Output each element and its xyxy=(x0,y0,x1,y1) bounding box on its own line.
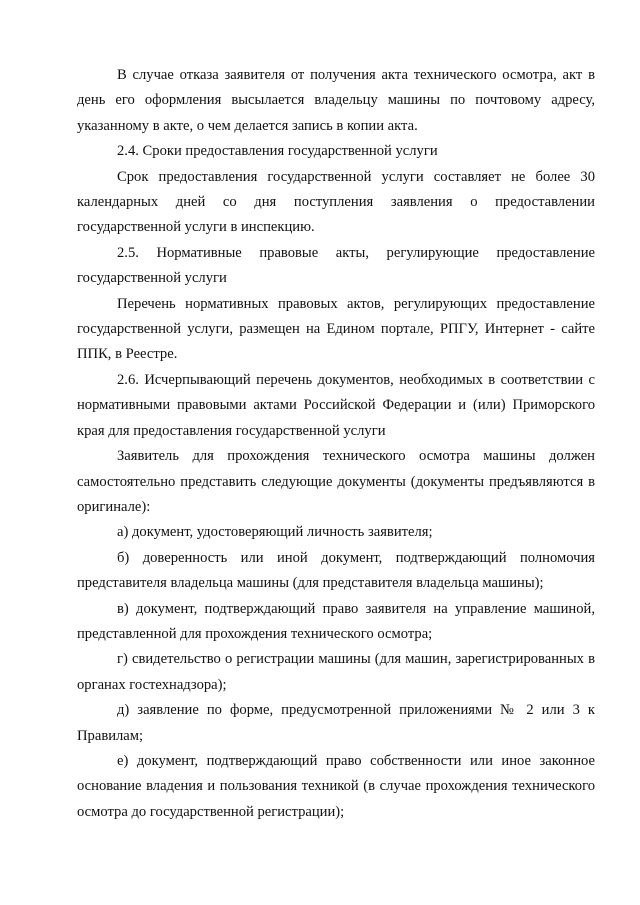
section-heading-2-5: 2.5. Нормативные правовые акты, регулирующие предоставление государственной услуги xyxy=(77,244,595,287)
section-heading-2-6: 2.6. Исчерпывающий перечень документов, необходимых в соответствии с нормативными правовыми актами Российской Федерации и (или) Приморского края для предоставления государственной услуги xyxy=(77,371,595,439)
paragraph-service-term: Срок предоставления государственной услуги составляет не более 30 календарных дней со дня поступления заявления о предоставлении государственной услуги в инспекцию. xyxy=(77,168,595,236)
paragraph-inspection-refusal: В случае отказа заявителя от получения акта технического осмотра, акт в день его оформления высылается владельцу машины по почтовому адресу, указанному в акте, о чем делается запись в копии акта. xyxy=(77,67,595,134)
list-item-b: б) доверенность или иной документ, подтверждающий полномочия представителя владельца машины (для представителя владельца машины); xyxy=(77,549,595,592)
paragraph-required-documents: Заявитель для прохождения технического осмотра машины должен самостоятельно представить следующие документы (документы предъявляются в оригинале): xyxy=(77,448,595,515)
section-heading-2-4: 2.4. Сроки предоставления государственной услуги xyxy=(117,143,438,160)
list-item-g: г) свидетельство о регистрации машины (для машин, зарегистрированных в органах гостехнадзора); xyxy=(77,651,595,693)
list-item-d: д) заявление по форме, предусмотренной приложениями № 2 или 3 к Правилам; xyxy=(77,702,595,744)
list-item-e: е) документ, подтверждающий право собственности или иное законное основание владения и пользования техникой (в случае прохождения технического осмотра до государственной регистрации); xyxy=(77,752,595,820)
document-body xyxy=(77,63,595,825)
list-item-a: а) документ, удостоверяющий личность заявителя; xyxy=(117,524,433,541)
list-item-v: в) документ, подтверждающий право заявителя на управление машиной, представленной для прохождения технического осмотра; xyxy=(77,600,595,642)
paragraph-legal-acts-list: Перечень нормативных правовых актов, регулирующих предоставление государственной услуги, размещен на Едином портале, РПГУ, Интернет - сайте ППК, в Реестре. xyxy=(77,295,595,363)
